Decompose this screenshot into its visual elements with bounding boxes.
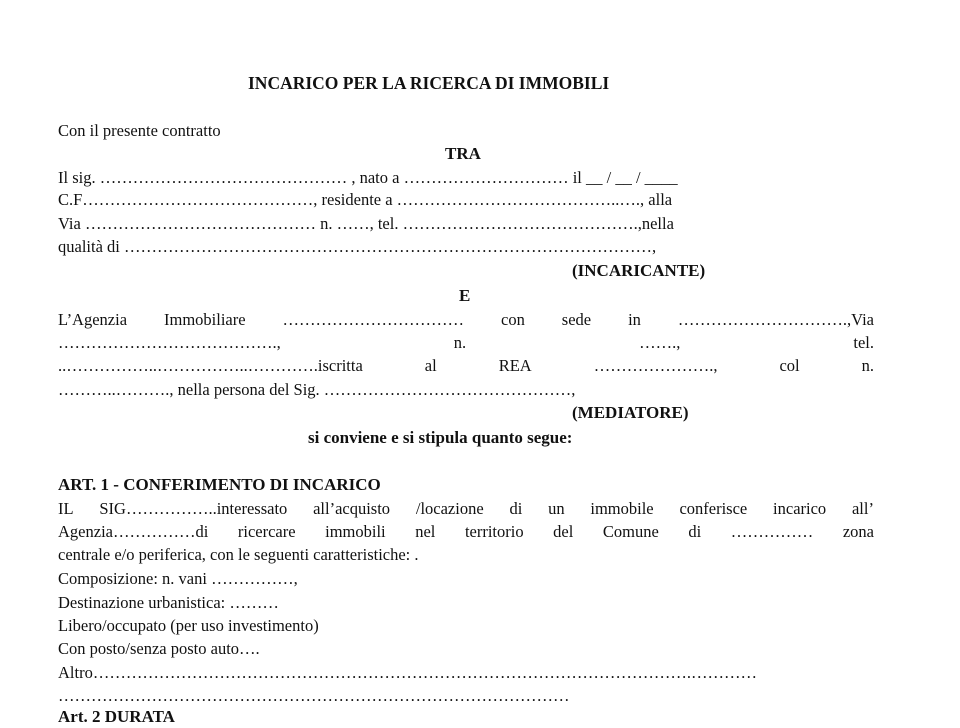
art1-libero: Libero/occupato (per uso investimento): [58, 616, 319, 635]
party2-line-2: [58, 332, 874, 354]
party1-line-3: Via …………………………………… n. ……, tel. …………………………………….,nella: [58, 214, 674, 233]
party2-line-3-word: ………………….,: [593, 356, 718, 375]
role-mediatore: (MEDIATORE): [572, 403, 689, 422]
art1-heading: ART. 1 - CONFERIMENTO DI INCARICO: [58, 475, 381, 494]
art1-line-1-word: all’: [851, 499, 874, 518]
art1-line-2: [58, 521, 874, 543]
party2-line-2-word: tel.: [853, 333, 874, 352]
party2-line-2-word: n.: [453, 333, 467, 352]
art1-line-2-word: ricercare: [237, 522, 296, 541]
role-incaricante: (INCARICANTE): [572, 261, 706, 280]
party2-line-3-word: n.: [861, 356, 874, 375]
art1-line-2-word: territorio: [464, 522, 524, 541]
art1-line-2-word: nel: [415, 522, 436, 541]
party2-line-1-word: in: [628, 310, 641, 329]
art1-posto: Con posto/senza posto auto….: [58, 639, 260, 658]
art1-line-1-word: immobile: [590, 499, 654, 518]
art1-line-2-word: Comune: [602, 522, 659, 541]
art2-heading: Art. 2 DURATA: [58, 707, 175, 726]
art1-line-1-word: SIG……………..interessato: [99, 499, 288, 518]
art1-line-1-word: /locazione: [415, 499, 484, 518]
party2-line-1-word: sede: [561, 310, 592, 329]
art1-line-1-word: incarico: [773, 499, 827, 518]
intro-text: Con il presente contratto: [58, 121, 221, 140]
party2-line-1: [58, 309, 874, 331]
art1-line-1-word: di: [509, 499, 523, 518]
art1-line-1: [58, 498, 874, 520]
party2-line-3: [58, 355, 874, 377]
document-title: INCARICO PER LA RICERCA DI IMMOBILI: [248, 73, 610, 93]
party2-line-2-word: …….,: [639, 333, 681, 352]
party1-line-4: qualità di ……………………………………………………………………………………,: [58, 237, 657, 256]
party2-line-3-word: REA: [498, 356, 532, 375]
party2-line-3-word: col: [779, 356, 800, 375]
art1-line-2-word: immobili: [325, 522, 386, 541]
art1-altro: Altro……………………………………………………………………………………………….…………: [58, 663, 757, 682]
art1-line-2-word: Agenzia……………di: [58, 522, 209, 541]
art1-line-2-word: del: [553, 522, 574, 541]
art1-destinazione: Destinazione urbanistica: ………: [58, 593, 279, 612]
e-label: E: [459, 286, 471, 305]
party1-line-2: C.F……………………………………, residente a …………………………………..…., alla: [58, 190, 673, 209]
party2-line-4: ………..………., nella persona del Sig. ………………………………………,: [58, 380, 576, 399]
art1-line-1-word: IL: [58, 499, 74, 518]
tra-label: TRA: [445, 144, 481, 163]
agreement-text: si conviene e si stipula quanto segue:: [308, 428, 573, 447]
party2-line-2-word: ………………………………….,: [58, 333, 281, 352]
art1-line-2-word: zona: [842, 522, 874, 541]
art1-line-2-word: ……………: [730, 522, 814, 541]
party2-line-1-word: ……………………………: [282, 310, 465, 329]
art1-line-1-word: conferisce: [679, 499, 748, 518]
art1-line-2-word: di: [688, 522, 702, 541]
art1-line-1-word: all’acquisto: [313, 499, 391, 518]
party2-line-3-word: ..……………..……………..………….iscritta: [58, 356, 363, 375]
party2-line-1-word: ………………………….,Via: [677, 310, 874, 329]
party2-line-1-word: con: [501, 310, 525, 329]
art1-composizione: Composizione: n. vani ……………,: [58, 569, 298, 588]
art1-dots: …………………………………………………………………………………: [58, 686, 570, 705]
party2-line-1-word: Immobiliare: [164, 310, 246, 329]
art1-line-3: centrale e/o periferica, con le seguenti caratteristiche: .: [58, 545, 419, 564]
party2-line-3-word: al: [424, 356, 437, 375]
art1-line-1-word: un: [548, 499, 565, 518]
party1-line-1: Il sig. ……………………………………… , nato a ………………………… il __ / __ / ____: [58, 168, 678, 187]
party2-line-1-word: L’Agenzia: [58, 310, 128, 329]
